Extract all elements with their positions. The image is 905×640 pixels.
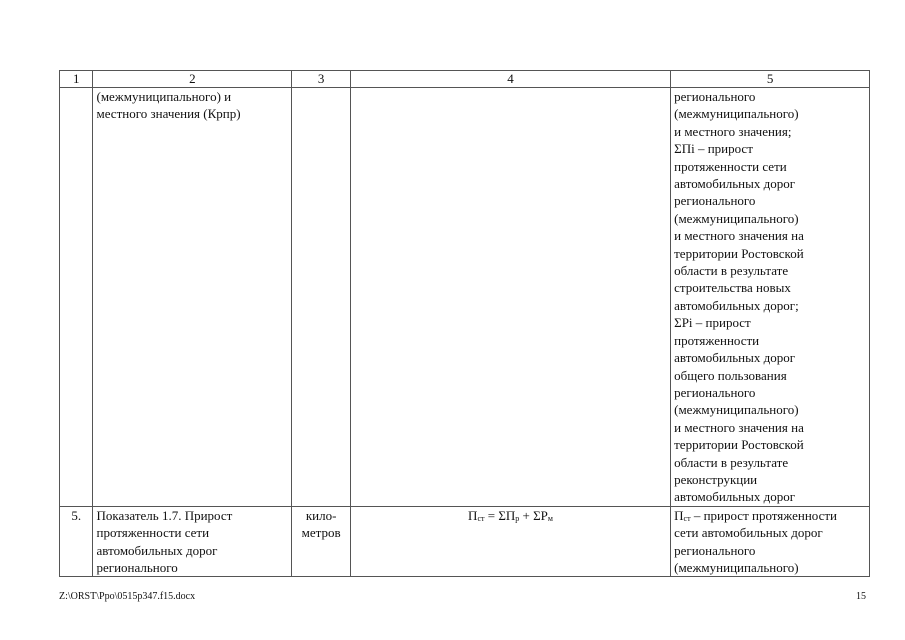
row1-desc-line: ΣPi – прирост <box>674 315 751 331</box>
row1-desc-line: реконструкции <box>674 471 758 487</box>
row1-desc-line: территории Ростовской <box>674 245 804 261</box>
formula <box>354 507 667 524</box>
row1-name-line: местного значения (Крпр) <box>96 106 241 122</box>
row2-name-line: протяженности сети <box>96 525 210 541</box>
row1-desc-line: регионального <box>674 89 756 104</box>
row1-desc-line: (межмуниципального) <box>674 402 799 418</box>
row2-name-cell <box>93 506 292 577</box>
formula-eq: = ΣП <box>484 507 516 523</box>
row1-desc-line: общего пользования <box>674 367 787 383</box>
row1-desc-line: строительства новых <box>674 280 791 296</box>
row1-desc-line: и местного значения; <box>674 123 792 139</box>
desc-first-rest: – прирост протяженности <box>690 507 838 523</box>
row2-name-line: автомобильных дорог <box>96 542 218 558</box>
formula-lhs-sub: ст <box>477 513 485 523</box>
row1-name-line: (межмуниципального) и <box>96 89 232 104</box>
formula-t1-sub: р <box>515 513 520 523</box>
row1-desc-line: регионального <box>674 193 756 209</box>
footer-file-path: Z:\ORST\Ppo\0515p347.f15.docx <box>59 591 196 602</box>
row1-desc-line: (межмуниципального) <box>674 210 799 226</box>
header-cell-2: 2 <box>93 71 292 88</box>
row2-unit-line: метров <box>301 525 341 541</box>
header-cell-1: 1 <box>60 71 93 88</box>
header-cell-4: 4 <box>350 71 670 88</box>
row1-desc-line: автомобильных дорог <box>674 489 796 505</box>
row2-unit-line: кило- <box>305 507 337 523</box>
header-row <box>60 71 870 88</box>
row2-desc-line: сети автомобильных дорог <box>674 525 823 541</box>
row2-desc-line: (межмуниципального) <box>674 559 799 575</box>
row1-desc-line: и местного значения на <box>674 419 804 435</box>
row1-desc-line: автомобильных дорог <box>674 350 796 366</box>
row1-desc-line: территории Ростовской <box>674 437 804 453</box>
header-cell-5: 5 <box>671 71 870 88</box>
page-number: 15 <box>856 591 866 602</box>
row2-name-line: Показатель 1.7. Прирост <box>96 507 233 523</box>
row2-desc-first-line <box>674 507 866 524</box>
row1-desc-line: (межмуниципального) <box>674 106 799 122</box>
row1-desc-line: протяженности <box>674 332 760 348</box>
row1-desc-line: регионального <box>674 384 756 400</box>
formula-plus: + ΣР <box>519 507 548 523</box>
header-cell-3: 3 <box>292 71 351 88</box>
row2-name-line: регионального <box>96 559 178 575</box>
desc-symbol-sub: ст <box>683 513 691 523</box>
row2-description-cell <box>671 506 870 577</box>
row1-desc-line: ΣПi – прирост <box>674 141 753 157</box>
row1-desc-line: области в результате <box>674 263 789 279</box>
row1-desc-line: области в результате <box>674 454 789 470</box>
row2-unit-cell <box>292 506 351 577</box>
row2-desc-line: регионального <box>674 542 756 558</box>
row2-formula-cell <box>350 506 670 577</box>
formula-t2-sub: м <box>547 513 553 523</box>
table-row <box>60 88 870 507</box>
row1-formula-cell <box>350 88 670 507</box>
desc-symbol: П <box>674 507 684 523</box>
row1-unit-cell <box>292 88 351 507</box>
row1-desc-line: и местного значения на <box>674 228 804 244</box>
formula-lhs: П <box>468 507 478 523</box>
row1-name-cell <box>93 88 292 507</box>
row1-desc-line: протяженности сети <box>674 158 787 174</box>
row1-desc-line: автомобильных дорог; <box>674 297 799 313</box>
row1-description-cell <box>671 88 870 507</box>
document-table <box>59 70 870 577</box>
table-row <box>60 506 870 577</box>
row2-number-cell: 5. <box>60 506 93 577</box>
row1-desc-line: автомобильных дорог <box>674 176 796 192</box>
row1-number-cell <box>60 88 93 507</box>
